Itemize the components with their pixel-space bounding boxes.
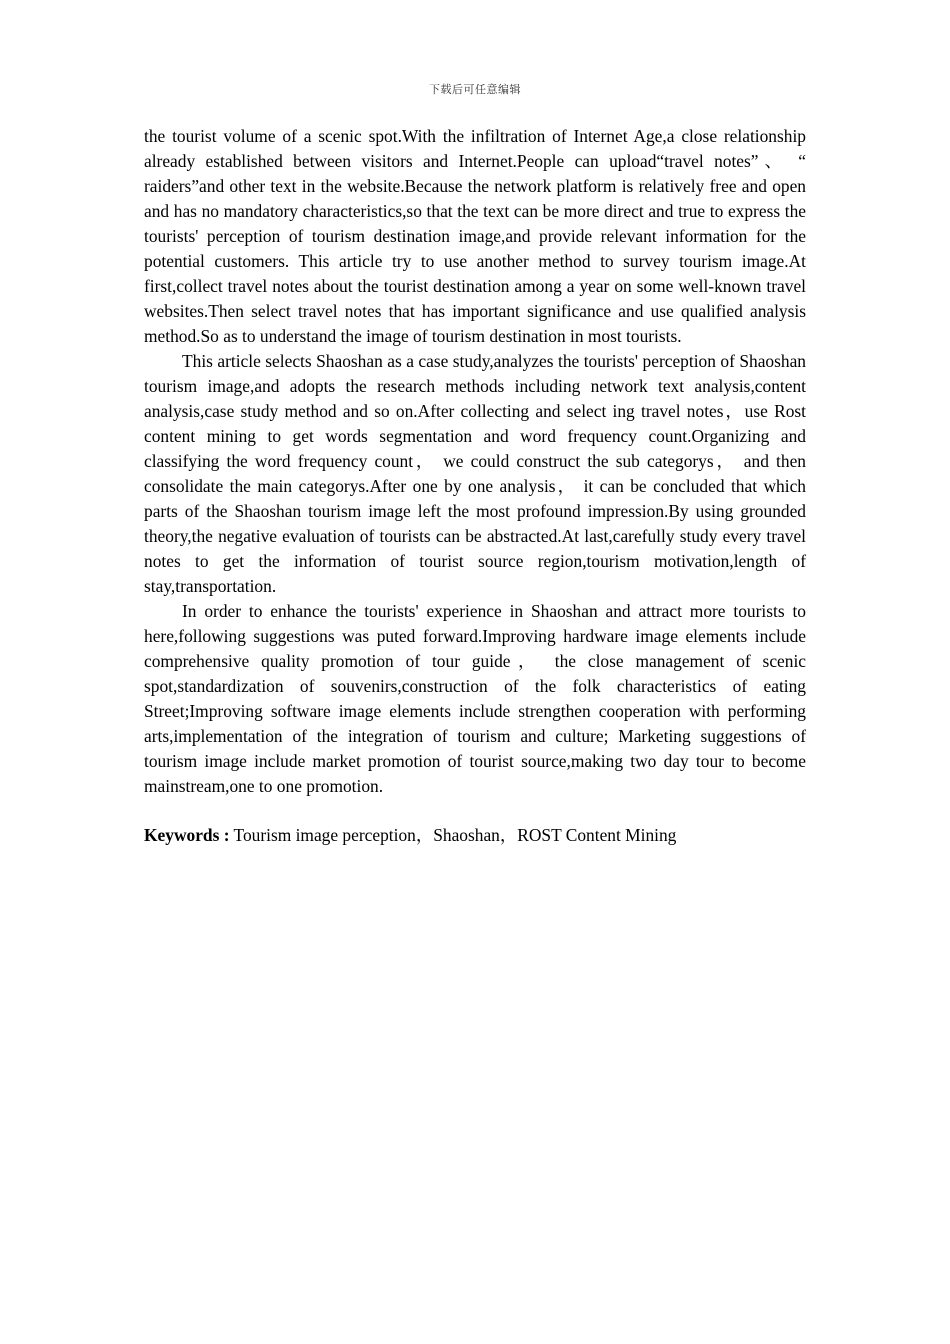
paragraph-1: the tourist volume of a scenic spot.With the infiltration of Internet Age,a close relationship already established between visitors and Internet.People can upload“travel notes”、 “ raiders”and other text in the website.Because the network platform is relatively free and open and has no mandatory characteristics,so that the text can be more direct and true to express the tourists' perception of tourism destination image,and provide relevant information for the potential customers. This article try to use another method to survey tourism image.At first,collect travel notes about the tourist destination among a year on some well-known travel websites.Then select travel notes that has important significance and use qualified analysis method.So as to understand the image of tourism destination in most tourists. <box>144 126 806 346</box>
abstract-body <box>144 124 806 848</box>
keywords-value: Tourism image perception，Shaoshan，ROST Content Mining <box>229 825 677 845</box>
header-note: 下载后可任意编辑 <box>429 83 521 96</box>
paragraph-2: This article selects Shaoshan as a case study,analyzes the tourists' perception of Shaoshan tourism image,and adopts the research methods including network text analysis,content analysis,case study method and so on.After collecting and select ing travel notes，use Rost content mining to get words segmentation and word frequency count.Organizing and classifying the word frequency count， we could construct the sub categorys， and then consolidate the main categorys.After one by one analysis， it can be concluded that which parts of the Shaoshan tourism image left the most profound impression.By using grounded theory,the negative evaluation of tourists can be abstracted.At last,carefully study every travel notes to get the information of tourist source region,tourism motivation,length of stay,transportation. <box>144 351 806 596</box>
paragraph-3: In order to enhance the tourists' experience in Shaoshan and attract more tourists to here,following suggestions was puted forward.Improving hardware image elements include comprehensive quality promotion of tour guide， the close management of scenic spot,standardization of souvenirs,construction of the folk characteristics of eating Street;Improving software image elements include strengthen cooperation with performing arts,implementation of the integration of tourism and culture; Marketing suggestions of tourism image include market promotion of tourist source,making two day tour to become mainstream,one to one promotion. <box>144 601 806 796</box>
keywords-label: Keywords : <box>144 825 230 845</box>
keywords-line <box>144 823 806 848</box>
